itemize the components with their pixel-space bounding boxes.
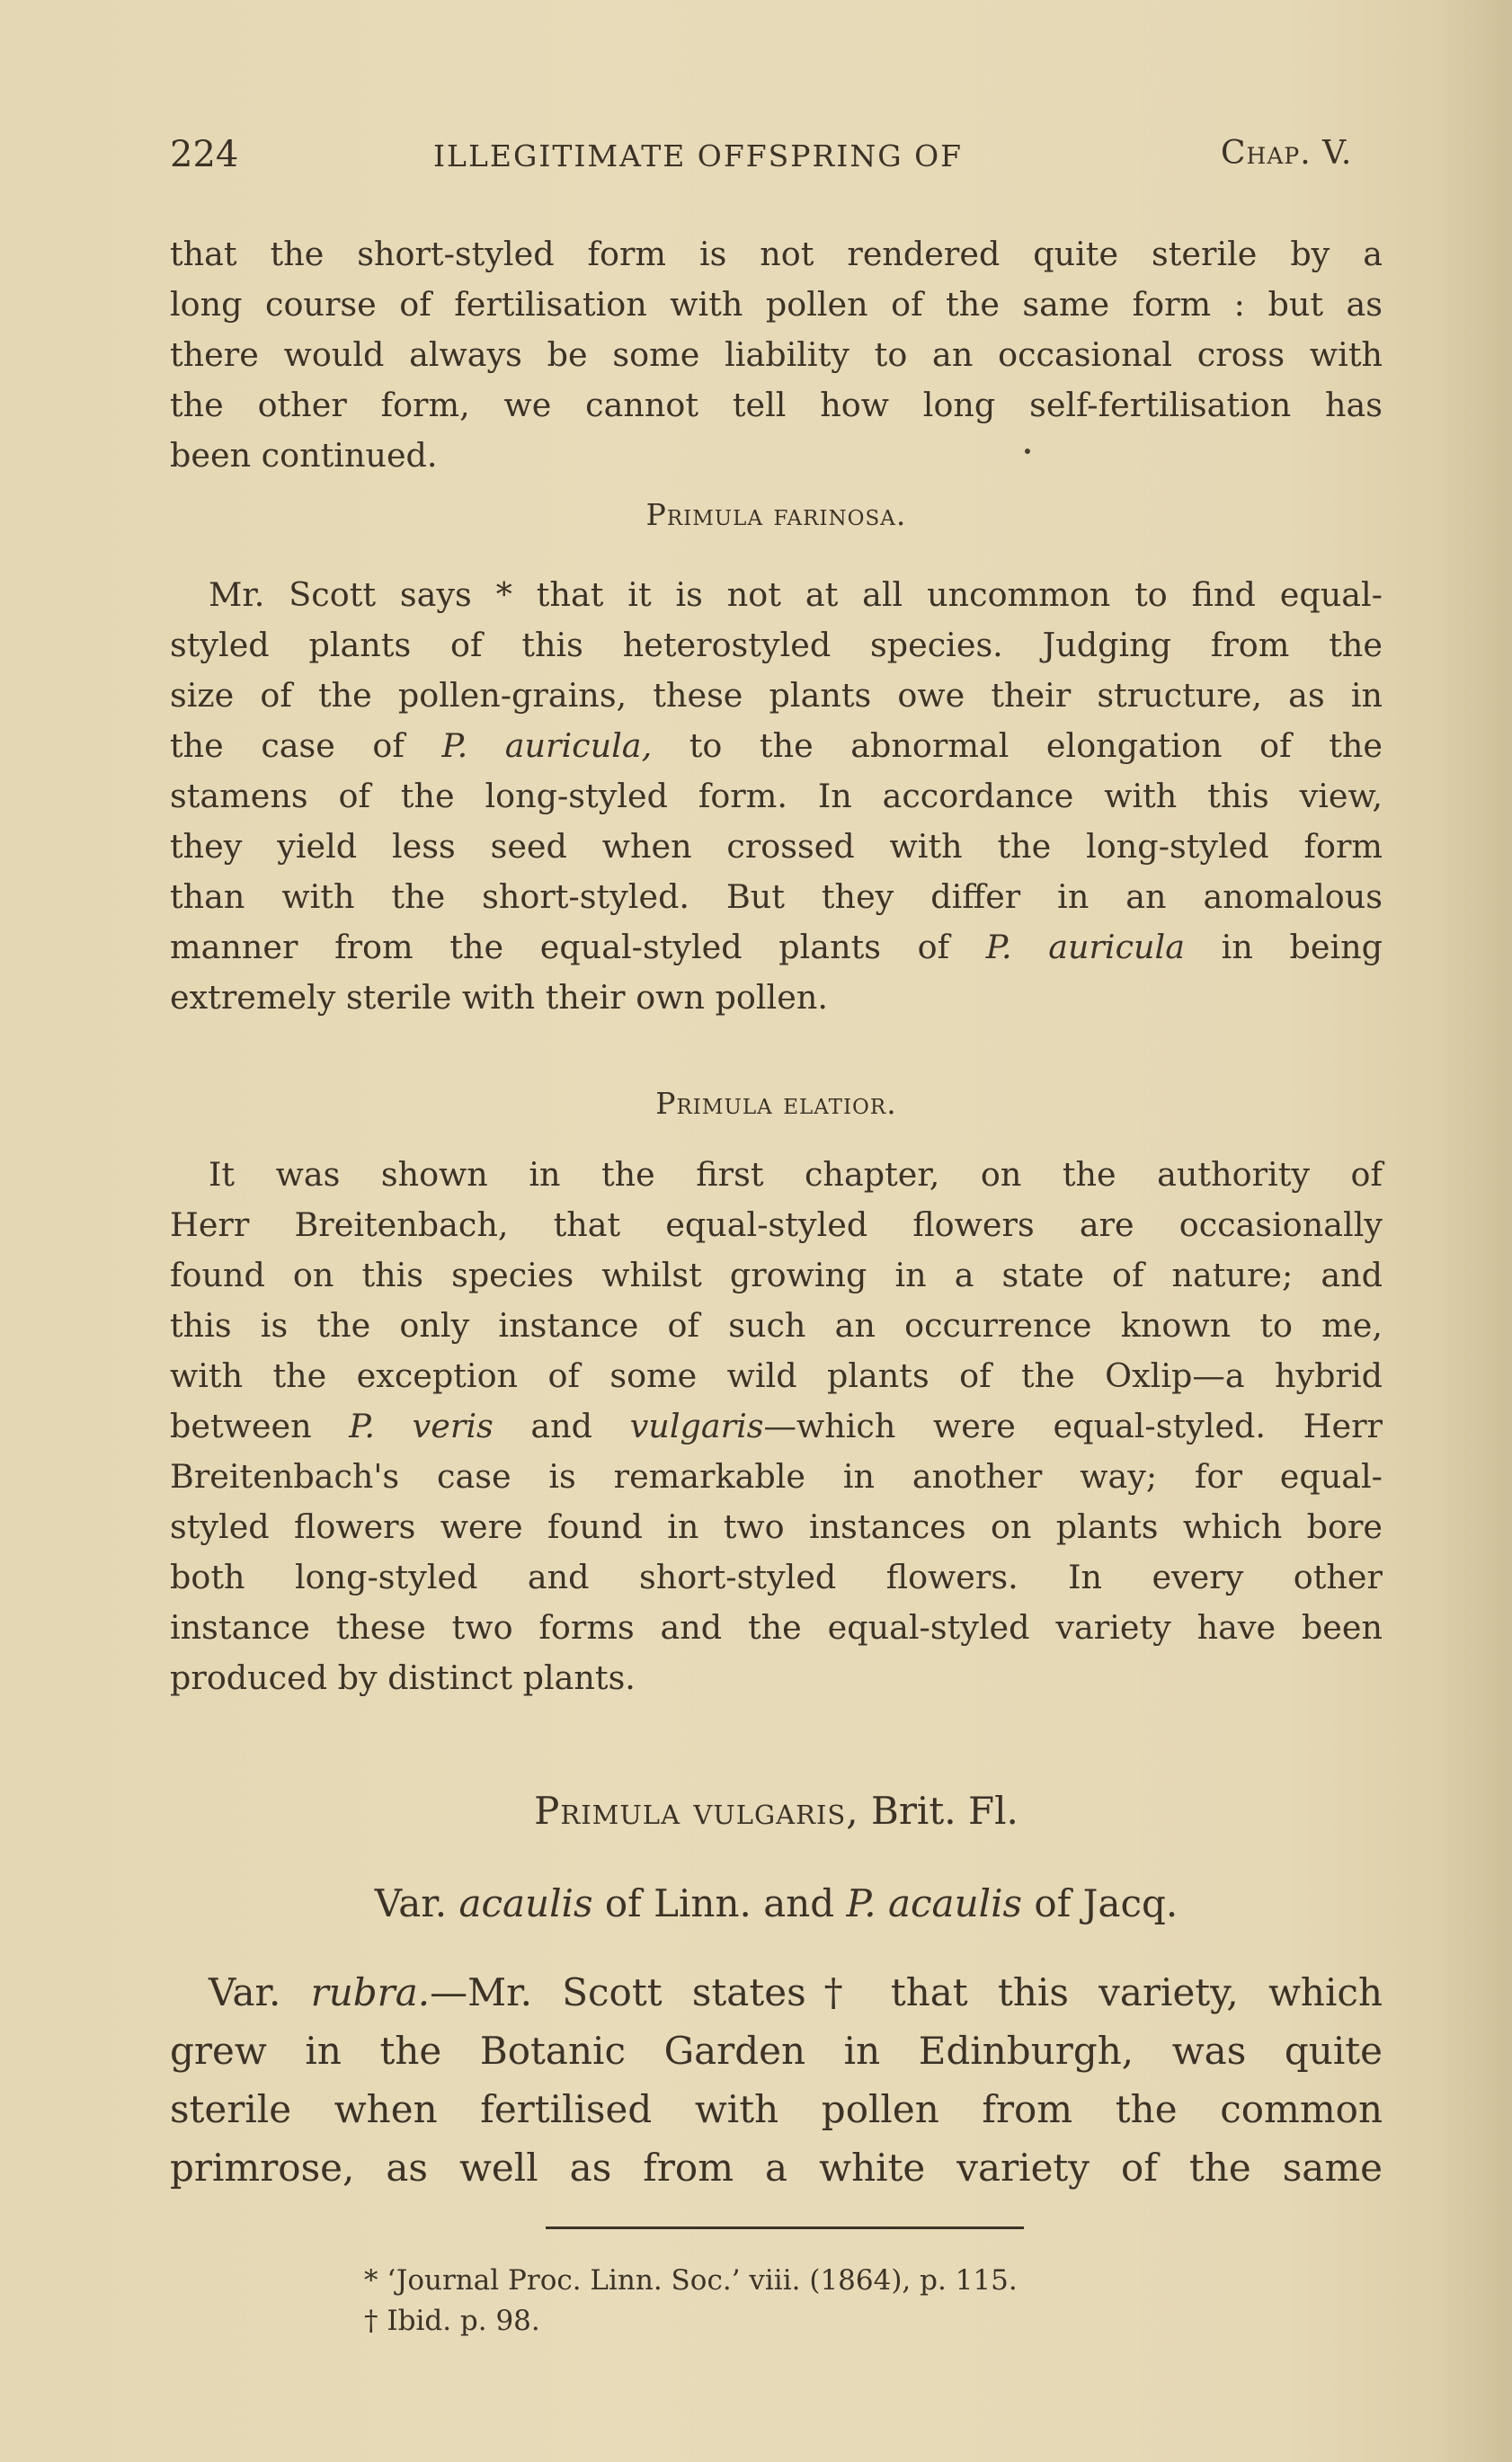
italic-species: P. acaulis xyxy=(846,1881,1023,1925)
text-line xyxy=(170,928,1383,966)
text-line: Mr. Scott says * that it is not at all uncommon to find equal- xyxy=(209,575,1383,614)
text-line: instance these two forms and the equal-styled variety have been xyxy=(170,1608,1383,1647)
section-heading-vulgaris xyxy=(170,1789,1383,1833)
footnote-1: * ‘Journal Proc. Linn. Soc.’ viii. (1864), p. 115. xyxy=(364,2264,1018,2297)
text-line: produced by distinct plants. xyxy=(170,1658,636,1697)
text: to the abnormal elongation of the xyxy=(689,726,1383,765)
text: Var. xyxy=(374,1881,448,1925)
text-line: they yield less seed when crossed with the long-styled form xyxy=(170,827,1383,866)
italic-variety: rubra. xyxy=(310,1970,431,2014)
italic-species: P. auricula, xyxy=(441,726,653,765)
text: manner from the equal-styled plants of xyxy=(170,928,950,966)
text-line: extremely sterile with their own pollen. xyxy=(170,978,828,1017)
text-line: styled plants of this heterostyled species. Judging from the xyxy=(170,626,1383,664)
text-line: It was shown in the first chapter, on the authority of xyxy=(209,1155,1383,1194)
page-number: 224 xyxy=(170,134,239,175)
text-line: styled flowers were found in two instances on plants which bore xyxy=(170,1507,1383,1546)
text: —which were equal-styled. Herr xyxy=(763,1407,1383,1445)
text-line xyxy=(170,1407,1383,1445)
chapter-label: Chap. V. xyxy=(1221,135,1353,172)
text-line: Breitenbach's case is remarkable in another way; for equal- xyxy=(170,1457,1383,1496)
text-line xyxy=(209,1970,1383,2014)
italic-species: acaulis xyxy=(458,1881,593,1925)
text: between xyxy=(170,1407,312,1445)
text-line: with the exception of some wild plants of the Oxlip—a hybrid xyxy=(170,1356,1383,1395)
section-heading-elatior: Primula elatior. xyxy=(655,1086,897,1121)
section-heading-farinosa: Primula farinosa. xyxy=(645,497,907,532)
text-line: primrose, as well as from a white variety of the same xyxy=(170,2146,1383,2190)
subheading-var-acaulis xyxy=(170,1881,1383,1925)
text-line: sterile when fertilised with pollen from the common xyxy=(170,2087,1383,2131)
text-line: long course of fertilisation with pollen of the same form : but as xyxy=(170,285,1383,324)
text-line: been continued. xyxy=(170,436,438,475)
heading-smallcaps: Primula vulgaris, xyxy=(534,1789,859,1833)
text: of Linn. and xyxy=(604,1881,835,1925)
text: Var. xyxy=(209,1970,281,2014)
text: and xyxy=(530,1407,593,1445)
text-line: found on this species whilst growing in a state of nature; and xyxy=(170,1256,1383,1294)
footnote-2: † Ibid. p. 98. xyxy=(364,2305,540,2337)
text: in being xyxy=(1221,928,1383,966)
text-line: size of the pollen-grains, these plants owe their structure, as in xyxy=(170,676,1383,715)
text: of Jacq. xyxy=(1034,1881,1178,1925)
running-title: ILLEGITIMATE OFFSPRING OF xyxy=(433,138,964,173)
text-line: both long-styled and short-styled flowers. In every other xyxy=(170,1558,1383,1596)
text-line: Herr Breitenbach, that equal-styled flowers are occasionally xyxy=(170,1205,1383,1244)
italic-species: P. auricula xyxy=(985,928,1185,966)
text-line: than with the short-styled. But they differ in an anomalous xyxy=(170,877,1383,916)
print-speck xyxy=(1025,449,1030,454)
text-line xyxy=(170,726,1383,765)
text-line: the other form, we cannot tell how long self-fertilisation has xyxy=(170,386,1383,424)
text: —Mr. Scott states† that this variety, which xyxy=(430,1970,1383,2014)
text: the case of xyxy=(170,726,405,765)
text-line: this is the only instance of such an occurrence known to me, xyxy=(170,1306,1383,1345)
footnote-divider xyxy=(546,2226,1024,2229)
text-line: grew in the Botanic Garden in Edinburgh, was quite xyxy=(170,2029,1383,2073)
italic-species: vulgaris xyxy=(629,1407,764,1445)
italic-species: P. veris xyxy=(349,1407,494,1445)
heading-rest: Brit. Fl. xyxy=(870,1789,1018,1833)
text-line: stamens of the long-styled form. In accordance with this view, xyxy=(170,777,1383,815)
text-line: there would always be some liability to an occasional cross with xyxy=(170,335,1383,374)
text-line: that the short-styled form is not rendered quite sterile by a xyxy=(170,235,1383,273)
